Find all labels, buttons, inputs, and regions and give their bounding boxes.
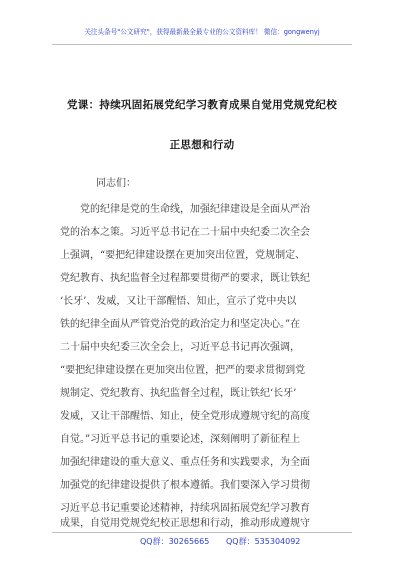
body-line-10: 发威，又让干部醒悟、知止，使全党形成遵规守纪的高度 [60, 411, 310, 422]
body-line-5: ‘长牙’、发威，又让干部醒悟、知止，宣示了党中央以 [60, 296, 297, 307]
footer-qq-group-1: QQ群：30265665 [140, 537, 210, 546]
header-rule [52, 44, 352, 45]
salutation: 同志们： [96, 178, 136, 189]
body-line-12: 加强纪律建设的重大意义、重点任务和实践要求，为全面 [60, 457, 310, 468]
body-line-13: 加强党的纪律建设提供了根本遵循。我们要深入学习贯彻 [60, 480, 310, 491]
body-line-8: “要把纪律建设摆在更加突出位置，把严的要求贯彻到党 [60, 365, 306, 376]
body-line-9: 规制定、党纪教育、执纪监督全过程，既让铁纪‘长牙’ [60, 388, 297, 399]
body-line-7: 二十届中央纪委三次全会上，习近平总书记再次强调， [60, 342, 300, 353]
body-line-2: 党的治本之策。习近平总书记在二十届中央纪委二次全会 [60, 227, 310, 238]
document-title-line-1: 党课：持续巩固拓展党纪学习教育成果自觉用党规党纪校 [67, 99, 337, 111]
body-line-4: 党纪教育、执纪监督全过程都要贯彻严的要求，既让铁纪 [60, 273, 310, 284]
body-line-1: 党的纪律是党的生命线，加强纪律建设是全面从严治 [80, 204, 310, 215]
body-line-15: 成果，自觉用党规党纪校正思想和行动，推动形成遵规守 [60, 518, 310, 529]
body-line-11: 自觉。”习近平总书记的重要论述，深刻阐明了新征程上 [60, 434, 301, 445]
footer-rule [52, 532, 352, 533]
body-line-14: 习近平总书记重要论述精神，持续巩固拓展党纪学习教育 [60, 503, 310, 514]
body-line-6: 铁的纪律全面从严管党治党的政治定力和坚定决心。”在 [60, 319, 301, 330]
footer-qq-group-2: QQ群：535304092 [226, 537, 301, 546]
document-title-line-2: 正思想和行动 [169, 139, 235, 151]
header-banner: 关注头条号"公文研究"，获得最新最全最专业的公文资料库！ 微信：gongwenyj [84, 28, 320, 36]
body-line-3: 上强调，“要把纪律建设摆在更加突出位置，党规制定、 [60, 250, 306, 261]
